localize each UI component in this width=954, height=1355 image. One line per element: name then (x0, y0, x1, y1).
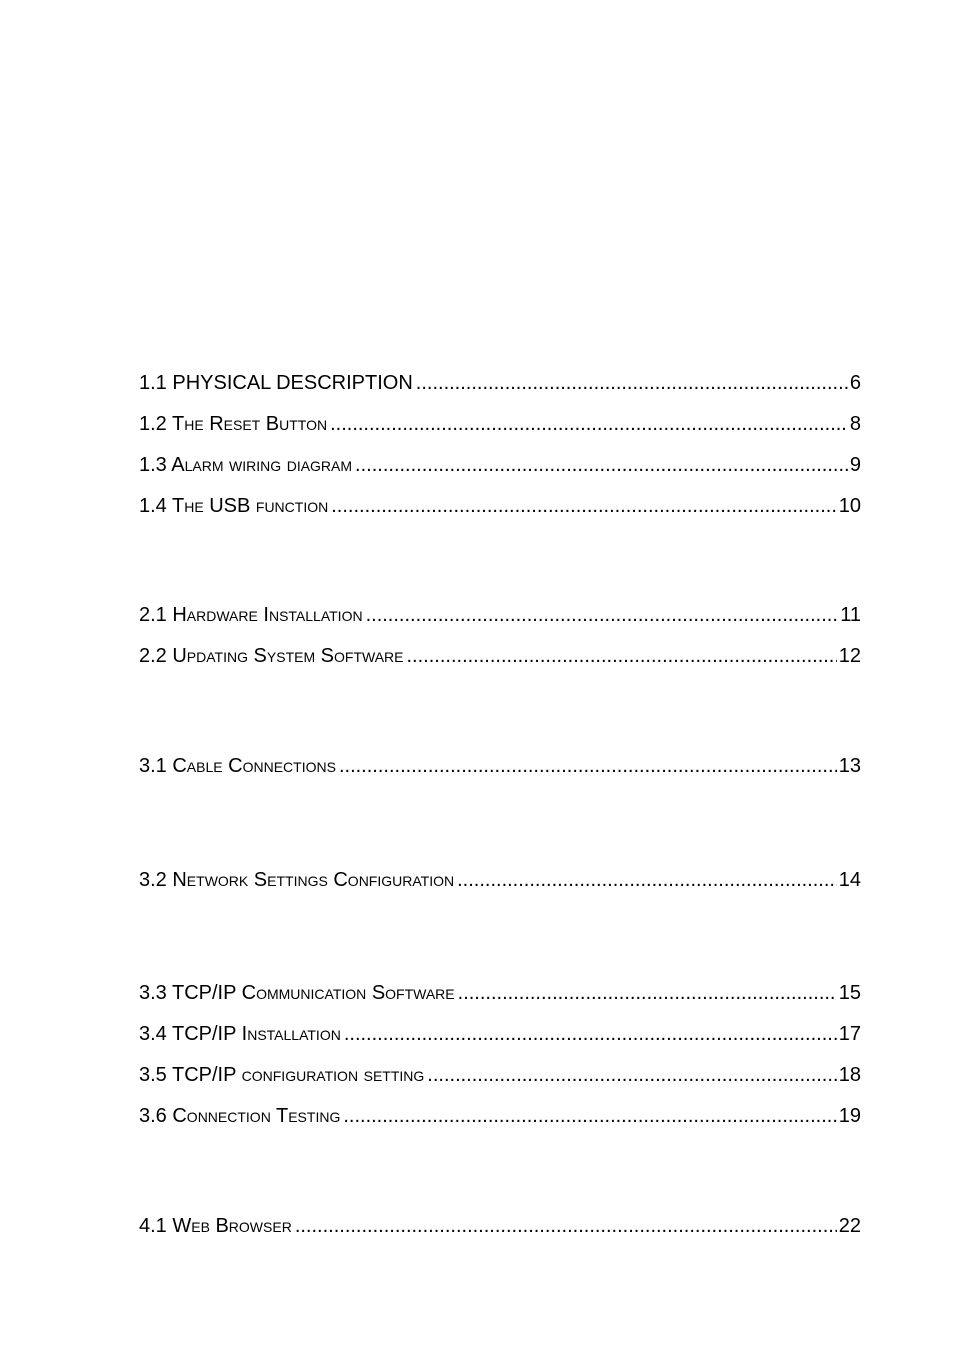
toc-leader-dots (330, 413, 848, 436)
toc-entry-1-1[interactable] (139, 372, 861, 400)
toc-entry-page: 17 (838, 1023, 861, 1045)
toc-entry-4-1[interactable] (139, 1215, 861, 1243)
toc-entry-page: 19 (838, 1105, 861, 1127)
toc-entry-page: 18 (838, 1064, 861, 1086)
toc-entry-title: 4.1 Web Browser (139, 1215, 292, 1237)
toc-entry-title: 3.5 TCP/IP configuration setting (139, 1064, 425, 1086)
toc-entry-title: 3.3 TCP/IP Communication Software (139, 982, 455, 1004)
toc-leader-dots (344, 1023, 837, 1046)
toc-entry-title: 1.1 PHYSICAL DESCRIPTION (139, 372, 413, 394)
toc-entry-title: 3.1 Cable Connections (139, 755, 336, 777)
toc-entry-page: 15 (838, 982, 861, 1004)
toc-entry-3-6[interactable] (139, 1105, 861, 1133)
toc-leader-dots (355, 454, 848, 477)
toc-entry-page: 9 (849, 454, 861, 476)
toc-entry-page: 8 (849, 413, 861, 435)
toc-entry-1-3[interactable] (139, 454, 861, 482)
toc-entry-title: 1.2 The Reset Button (139, 413, 328, 435)
toc-entry-title: 2.1 Hardware Installation (139, 604, 363, 626)
toc-entry-page: 6 (849, 372, 861, 394)
toc-entry-2-2[interactable] (139, 645, 861, 673)
toc-leader-dots (458, 982, 837, 1005)
toc-leader-dots (416, 372, 848, 395)
toc-entry-3-3[interactable] (139, 982, 861, 1010)
toc-entry-1-2[interactable] (139, 413, 861, 441)
toc-entry-title: 3.4 TCP/IP Installation (139, 1023, 341, 1045)
toc-entry-title: 3.6 Connection Testing (139, 1105, 341, 1127)
toc-leader-dots (427, 1064, 836, 1087)
toc-leader-dots (295, 1215, 837, 1238)
toc-entry-page: 10 (838, 495, 861, 517)
toc-entry-1-4[interactable] (139, 495, 861, 523)
toc-leader-dots (457, 869, 837, 892)
toc-entry-page: 11 (840, 604, 861, 626)
toc-entry-page: 13 (838, 755, 861, 777)
toc-entry-page: 14 (838, 869, 861, 891)
toc-entry-3-4[interactable] (139, 1023, 861, 1051)
toc-entry-3-2[interactable] (139, 869, 861, 897)
toc-entry-3-1[interactable] (139, 755, 861, 783)
toc-leader-dots (343, 1105, 836, 1128)
toc-entry-title: 2.2 Updating System Software (139, 645, 404, 667)
toc-entry-title: 1.4 The USB function (139, 495, 329, 517)
toc-entry-page: 22 (838, 1215, 861, 1237)
toc-leader-dots (339, 755, 837, 778)
toc-entry-title: 3.2 Network Settings Configuration (139, 869, 455, 891)
toc-entry-2-1[interactable] (139, 604, 861, 632)
toc-leader-dots (331, 495, 837, 518)
toc-entry-page: 12 (838, 645, 861, 667)
toc-entry-title: 1.3 Alarm wiring diagram (139, 454, 353, 476)
toc-leader-dots (366, 604, 839, 627)
toc-leader-dots (407, 645, 837, 668)
toc-entry-3-5[interactable] (139, 1064, 861, 1092)
